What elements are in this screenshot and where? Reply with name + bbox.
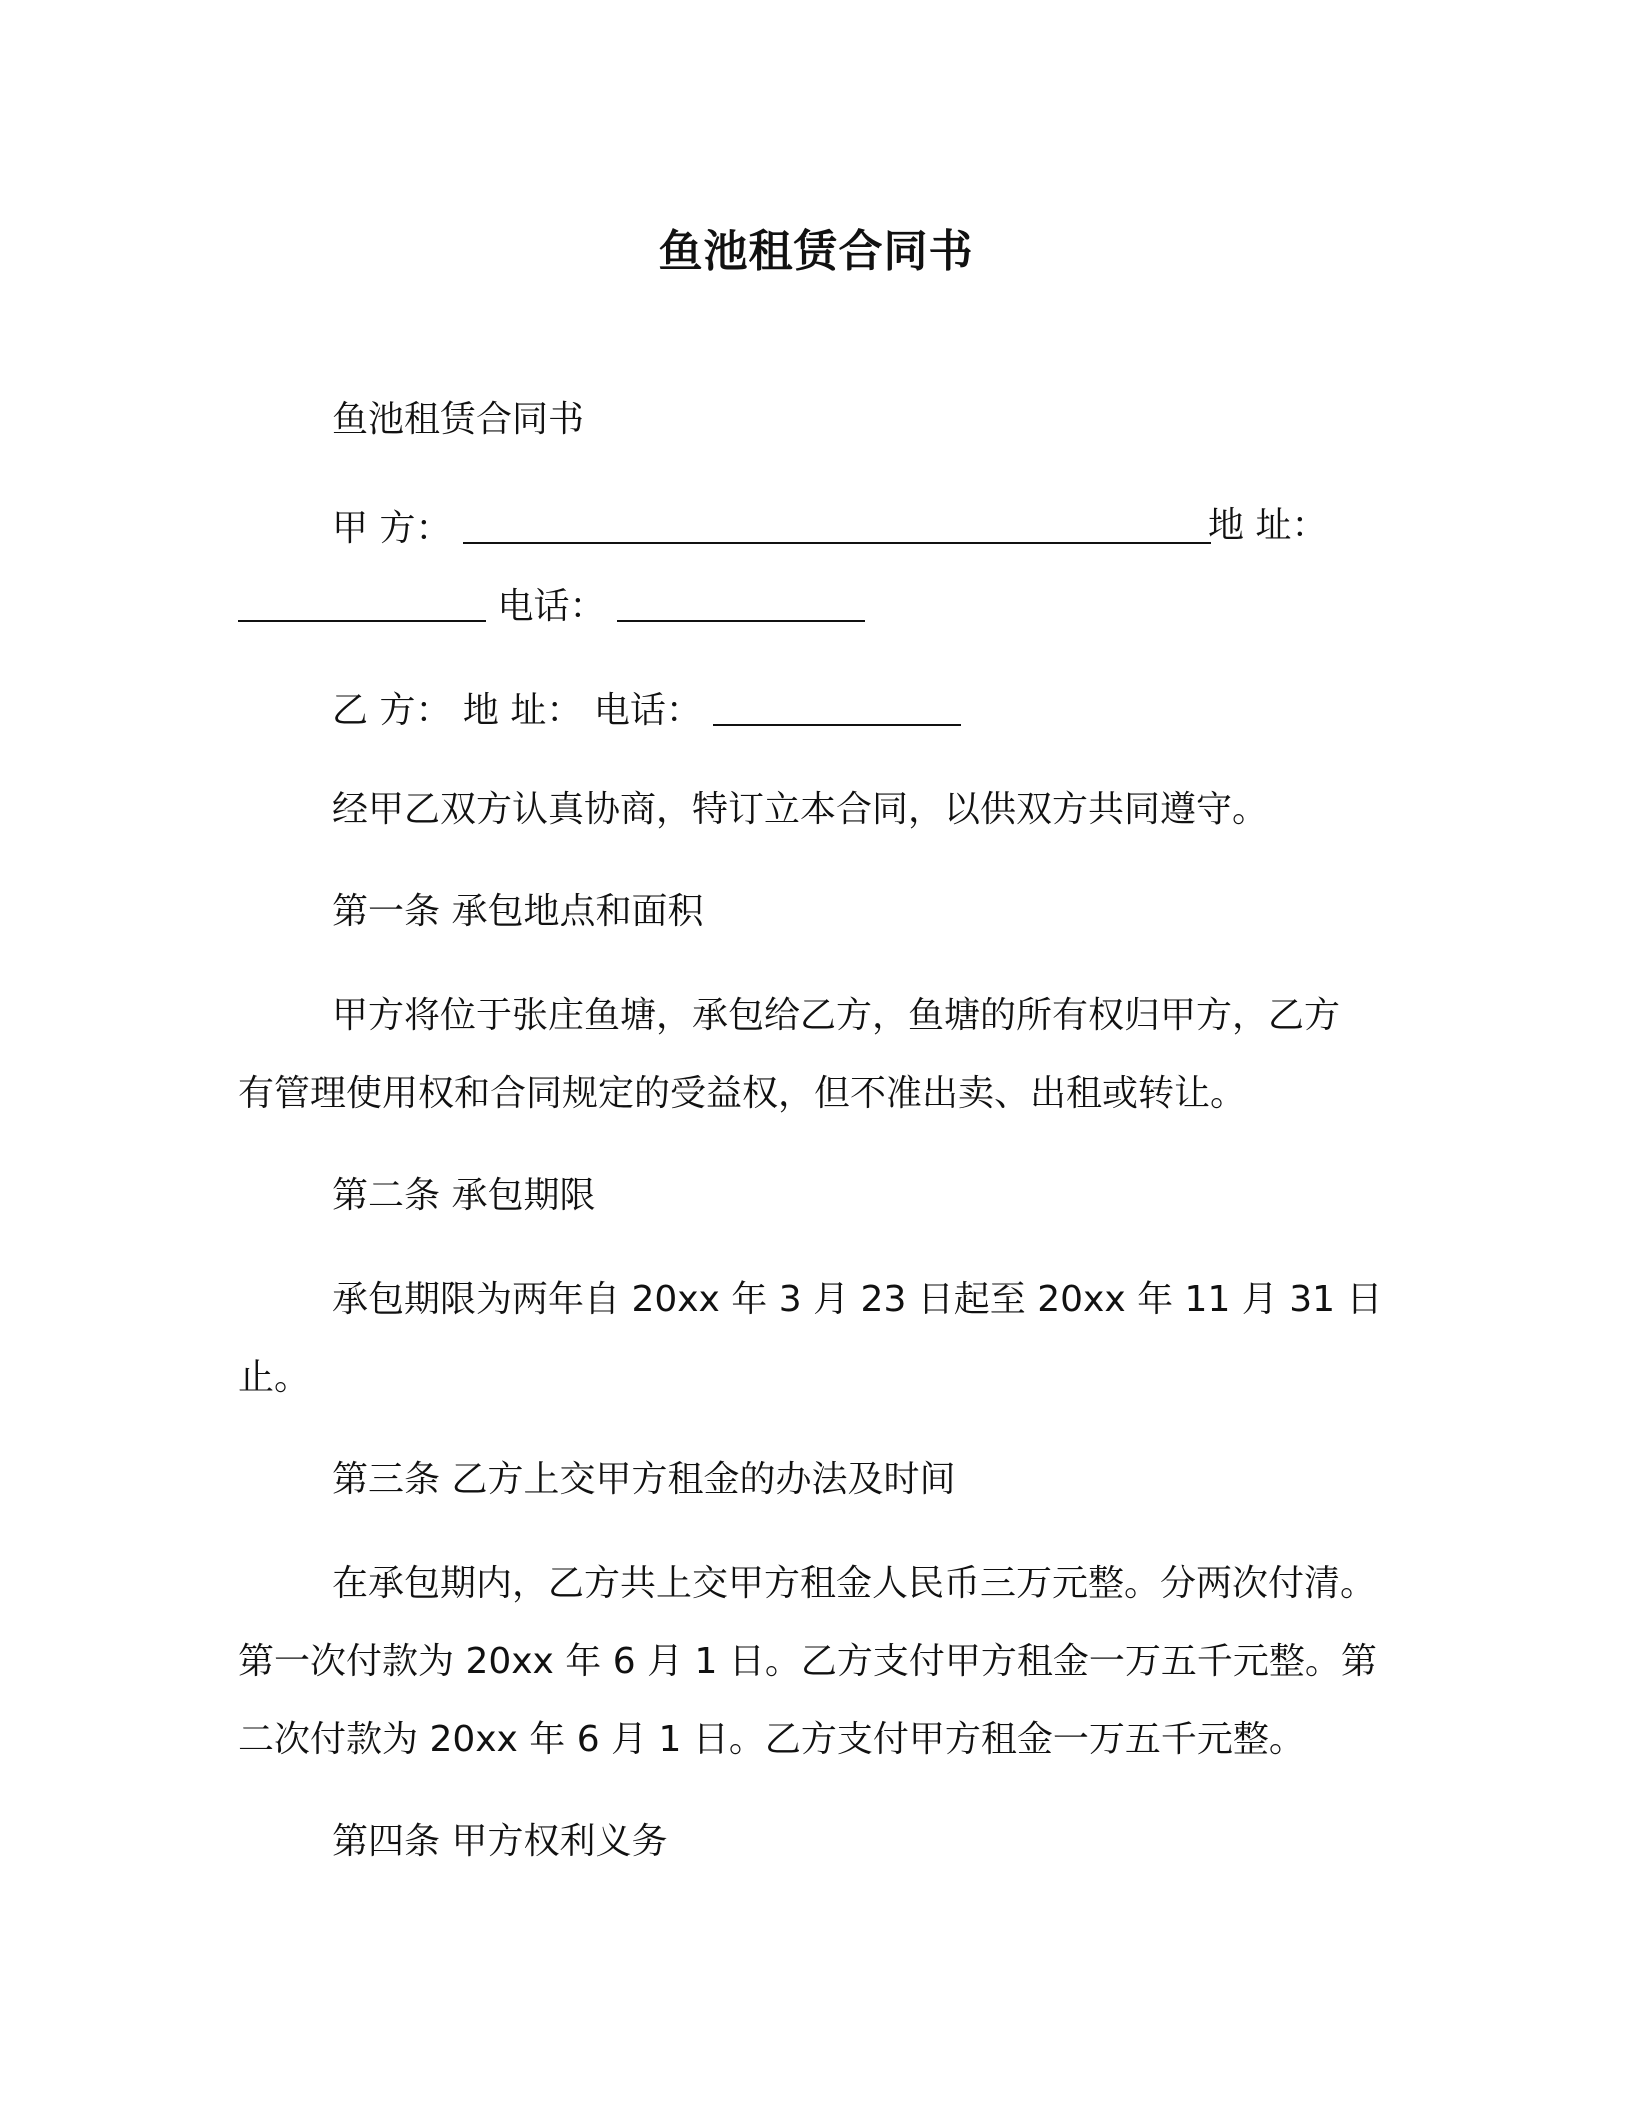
party-a-address-label: 地 址： [1208,505,1328,546]
article-2-heading: 第二条 承包期限 [332,1175,596,1216]
intro-paragraph: 经甲乙双方认真协商，特订立本合同，以供双方共同遵守。 [332,789,1269,830]
article-3-heading: 第三条 乙方上交甲方租金的办法及时间 [332,1459,956,1500]
article-1-heading: 第一条 承包地点和面积 [332,891,704,932]
document-subtitle: 鱼池租赁合同书 [332,399,585,440]
article-2-text-line-1: 承包期限为两年自 20xx 年 3 月 23 日起至 20xx 年 11 月 31 日 [332,1279,1383,1320]
article-4-heading: 第四条 甲方权利义务 [332,1821,668,1862]
party-b-label: 乙 方： [332,690,452,731]
article-3-text-line-3: 二次付款为 20xx 年 6 月 1 日。乙方支付甲方租金一万五千元整。 [238,1719,1305,1760]
party-a-name-blank [463,506,1211,544]
article-3-text-line-2: 第一次付款为 20xx 年 6 月 1 日。乙方支付甲方租金一万五千元整。第 [238,1641,1377,1682]
party-a-label: 甲 方： [332,508,452,549]
party-a-phone-label: 电话： [497,586,606,627]
party-b-phone-label: 电话： [593,690,702,731]
article-1-text-line-1: 甲方将位于张庄鱼塘，承包给乙方，鱼塘的所有权归甲方，乙方 [332,995,1341,1036]
party-b-line [332,684,961,735]
article-3-text-line-1: 在承包期内，乙方共上交甲方租金人民币三万元整。分两次付清。 [332,1563,1377,1604]
party-b-address-label: 地 址： [462,690,583,731]
party-a-contact-line [238,580,865,631]
party-a-line [332,502,1211,553]
party-b-phone-blank [713,688,961,726]
article-1-text-line-2: 有管理使用权和合同规定的受益权，但不准出卖、出租或转让。 [238,1073,1247,1114]
article-2-text-line-2: 止。 [238,1357,311,1398]
party-a-address-blank [238,584,486,622]
document-title: 鱼池租赁合同书 [658,226,974,277]
party-a-phone-blank [617,584,865,622]
